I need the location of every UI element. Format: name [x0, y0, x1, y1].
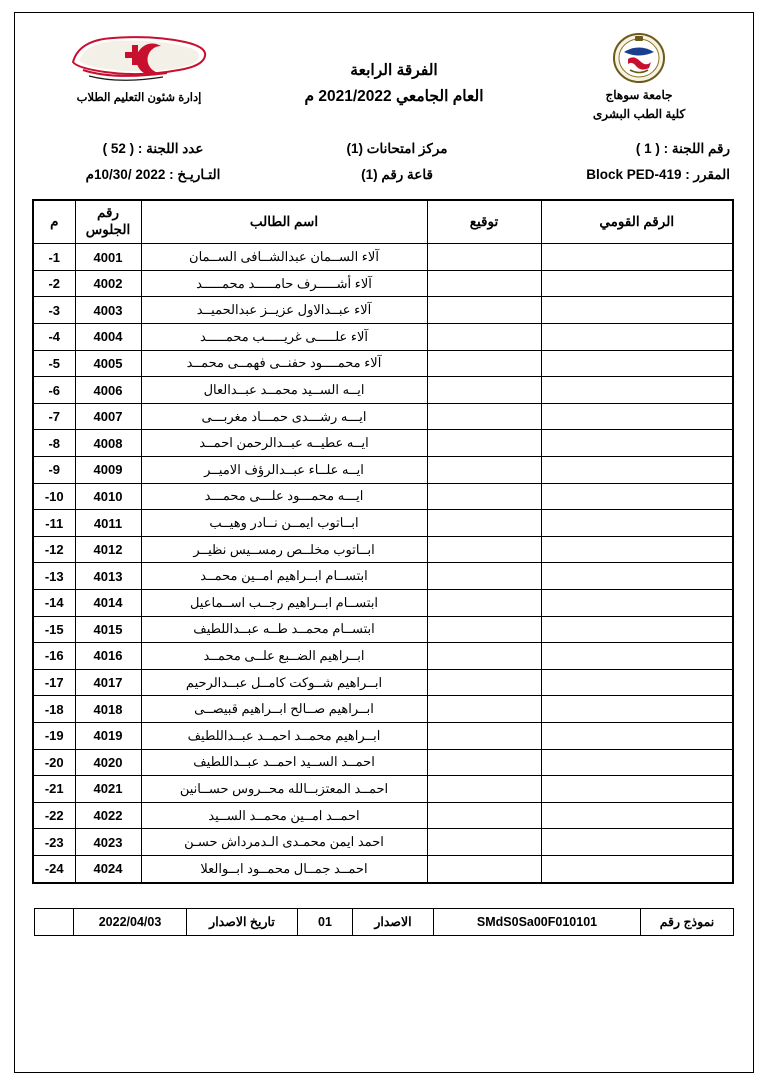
cell-signature[interactable]	[427, 722, 541, 749]
form-number-label: نموذج رقم	[641, 908, 734, 935]
table-row	[33, 510, 733, 537]
university-identity	[544, 32, 734, 123]
cell-national-id[interactable]	[541, 536, 733, 563]
footer-blank-cell	[35, 908, 74, 935]
exam-date-label: التـاريـخ :	[169, 166, 221, 182]
cell-student-name: احمــد المعتزبــالله محــروس حســانين	[141, 776, 427, 803]
form-footer	[34, 908, 734, 936]
cell-serial: -20	[33, 749, 75, 776]
cell-national-id[interactable]	[541, 244, 733, 271]
cell-seat-number: 4016	[75, 643, 141, 670]
cell-serial: -16	[33, 643, 75, 670]
cell-seat-number: 4017	[75, 669, 141, 696]
cell-signature[interactable]	[427, 377, 541, 404]
column-header-signature: توقيع	[427, 200, 541, 244]
cell-national-id[interactable]	[541, 457, 733, 484]
table-row	[33, 244, 733, 271]
cell-seat-number: 4018	[75, 696, 141, 723]
cell-signature[interactable]	[427, 324, 541, 351]
cell-national-id[interactable]	[541, 483, 733, 510]
cell-student-name: احمــد امــين محمــد الســيد	[141, 802, 427, 829]
column-header-serial: م	[33, 200, 75, 244]
cell-signature[interactable]	[427, 669, 541, 696]
cell-student-name: احمــد الســيد احمــد عبــداللطيف	[141, 749, 427, 776]
cell-serial: -22	[33, 802, 75, 829]
cell-student-name: ابتســام ابــراهيم رجــب اســماعيل	[141, 590, 427, 617]
cell-student-name: آلاء علـــــى غريـــــب محمـــــد	[141, 324, 427, 351]
cell-national-id[interactable]	[541, 377, 733, 404]
table-row	[33, 457, 733, 484]
table-row	[33, 270, 733, 297]
table-row	[33, 297, 733, 324]
cell-signature[interactable]	[427, 855, 541, 882]
cell-student-name: ابــاتوب ايمــن نــادر وهيــب	[141, 510, 427, 537]
issue-date-value: 2022/04/03	[74, 908, 187, 935]
table-header-row	[33, 200, 733, 244]
cell-seat-number: 4015	[75, 616, 141, 643]
cell-seat-number: 4023	[75, 829, 141, 856]
students-table	[32, 199, 734, 883]
cell-national-id[interactable]	[541, 590, 733, 617]
cell-national-id[interactable]	[541, 722, 733, 749]
table-row	[33, 350, 733, 377]
issue-label: الاصدار	[353, 908, 434, 935]
cell-student-name: آلاء الســمان عبدالشــافى الســمان	[141, 244, 427, 271]
table-row	[33, 616, 733, 643]
cell-national-id[interactable]	[541, 696, 733, 723]
cell-serial: -21	[33, 776, 75, 803]
cell-seat-number: 4011	[75, 510, 141, 537]
exam-info-row-2	[34, 162, 734, 188]
document-header	[34, 18, 734, 128]
cell-signature[interactable]	[427, 270, 541, 297]
table-row	[33, 696, 733, 723]
cell-serial: -14	[33, 590, 75, 617]
cell-signature[interactable]	[427, 350, 541, 377]
cell-seat-number: 4001	[75, 244, 141, 271]
document-title	[244, 32, 544, 111]
table-row	[33, 430, 733, 457]
cell-seat-number: 4022	[75, 802, 141, 829]
committee-number-value: ( 1 )	[635, 141, 660, 156]
cell-national-id[interactable]	[541, 510, 733, 537]
cell-national-id[interactable]	[541, 802, 733, 829]
cell-signature[interactable]	[427, 297, 541, 324]
cell-signature[interactable]	[427, 616, 541, 643]
university-name: جامعة سوهاج	[605, 88, 673, 102]
cell-seat-number: 4020	[75, 749, 141, 776]
cell-student-name: ايــه علــاء عبــدالرؤف الاميــر	[141, 457, 427, 484]
cell-seat-number: 4013	[75, 563, 141, 590]
cell-signature[interactable]	[427, 802, 541, 829]
cell-seat-number: 4002	[75, 270, 141, 297]
cell-seat-number: 4008	[75, 430, 141, 457]
table-row	[33, 829, 733, 856]
course-value: Block PED-419	[586, 166, 682, 182]
exam-date-value: 2022 /10/30م	[85, 166, 166, 182]
cell-signature[interactable]	[427, 457, 541, 484]
table-row	[33, 563, 733, 590]
issue-date-label: تاريخ الاصدار	[187, 908, 298, 935]
cell-serial: -15	[33, 616, 75, 643]
cell-signature[interactable]	[427, 829, 541, 856]
committee-number	[522, 136, 734, 162]
form-footer-row	[35, 908, 734, 935]
page-title: الفرقة الرابعة	[350, 62, 438, 79]
committee-count-value: ( 52 )	[102, 141, 135, 156]
cell-serial: -7	[33, 403, 75, 430]
exam-info	[34, 136, 734, 187]
cell-serial: -11	[33, 510, 75, 537]
cell-student-name: آلاء عبــدالاول عزيــز عبدالحميــد	[141, 297, 427, 324]
column-header-seat: رقم الجلوس	[75, 200, 141, 244]
cell-serial: -17	[33, 669, 75, 696]
committee-count	[34, 136, 272, 162]
cell-serial: -1	[33, 244, 75, 271]
cell-signature[interactable]	[427, 483, 541, 510]
table-row	[33, 324, 733, 351]
cell-serial: -3	[33, 297, 75, 324]
hall-number: قاعة رقم (1)	[361, 166, 433, 182]
cell-national-id[interactable]	[541, 669, 733, 696]
table-row	[33, 590, 733, 617]
exam-info-row-1	[34, 136, 734, 162]
table-row	[33, 643, 733, 670]
cell-national-id[interactable]	[541, 749, 733, 776]
cell-serial: -13	[33, 563, 75, 590]
cell-student-name: ابــراهيم شــوكت كامــل عبــدالرحيم	[141, 669, 427, 696]
table-row	[33, 855, 733, 882]
cell-signature[interactable]	[427, 563, 541, 590]
cell-national-id[interactable]	[541, 616, 733, 643]
cell-signature[interactable]	[427, 536, 541, 563]
logo-crescent-red-icon	[65, 32, 213, 86]
exam-center: مركز امتحانات (1)	[346, 141, 448, 156]
cell-signature[interactable]	[427, 590, 541, 617]
cell-signature[interactable]	[427, 430, 541, 457]
table-row	[33, 669, 733, 696]
issue-value: 01	[298, 908, 353, 935]
cell-national-id[interactable]	[541, 855, 733, 882]
table-row	[33, 776, 733, 803]
department-name: إدارة شئون التعليم الطلاب	[76, 92, 202, 104]
cell-seat-number: 4019	[75, 722, 141, 749]
cell-seat-number: 4012	[75, 536, 141, 563]
academic-year: العام الجامعي 2021/2022 م	[304, 88, 484, 106]
cell-national-id[interactable]	[541, 563, 733, 590]
table-row	[33, 483, 733, 510]
cell-student-name: ابــاتوب مخلــص رمســيس نظيــر	[141, 536, 427, 563]
cell-serial: -19	[33, 722, 75, 749]
cell-serial: -2	[33, 270, 75, 297]
cell-national-id[interactable]	[541, 350, 733, 377]
cell-student-name: احمــد جمــال محمــود ابــوالعلا	[141, 855, 427, 882]
cell-signature[interactable]	[427, 643, 541, 670]
cell-serial: -18	[33, 696, 75, 723]
cell-national-id[interactable]	[541, 324, 733, 351]
table-row	[33, 749, 733, 776]
table-row	[33, 722, 733, 749]
cell-student-name: آلاء محمــــود حفنــى فهمــى محمــد	[141, 350, 427, 377]
cell-student-name: ايــه عطيــه عبــدالرحمن احمــد	[141, 430, 427, 457]
cell-seat-number: 4006	[75, 377, 141, 404]
cell-seat-number: 4014	[75, 590, 141, 617]
table-row	[33, 536, 733, 563]
cell-national-id[interactable]	[541, 643, 733, 670]
column-header-name: اسم الطالب	[141, 200, 427, 244]
cell-student-name: ايـــه رشـــدى حمـــاد مغربـــى	[141, 403, 427, 430]
cell-national-id[interactable]	[541, 829, 733, 856]
cell-signature[interactable]	[427, 749, 541, 776]
cell-signature[interactable]	[427, 244, 541, 271]
cell-serial: -5	[33, 350, 75, 377]
cell-serial: -23	[33, 829, 75, 856]
committee-count-label: عدد اللجنة :	[137, 141, 204, 156]
cell-student-name: آلاء أشـــــرف حامـــــد محمـــــد	[141, 270, 427, 297]
cell-seat-number: 4004	[75, 324, 141, 351]
cell-national-id[interactable]	[541, 403, 733, 430]
cell-student-name: ابــراهيم صــالح ابــراهيم قبيصــى	[141, 696, 427, 723]
cell-signature[interactable]	[427, 510, 541, 537]
cell-national-id[interactable]	[541, 430, 733, 457]
cell-student-name: احمد ايمن محمـدى الـدمرداش حسـن	[141, 829, 427, 856]
cell-seat-number: 4021	[75, 776, 141, 803]
cell-seat-number: 4010	[75, 483, 141, 510]
table-body	[33, 244, 733, 883]
cell-seat-number: 4005	[75, 350, 141, 377]
faculty-name: كلية الطب البشرى	[592, 106, 686, 121]
cell-student-name: ايـــه محمـــود علـــى محمـــد	[141, 483, 427, 510]
cell-student-name: ايــه الســيد محمــد عبــدالعال	[141, 377, 427, 404]
form-code-value: SMdS0Sa00F010101	[434, 908, 641, 935]
cell-serial: -10	[33, 483, 75, 510]
cell-seat-number: 4007	[75, 403, 141, 430]
cell-student-name: ابــراهيم محمــد احمــد عبــداللطيف	[141, 722, 427, 749]
cell-student-name: ابــراهيم الضــبع علــى محمــد	[141, 643, 427, 670]
cell-serial: -4	[33, 324, 75, 351]
column-header-national-id: الرقم القومي	[541, 200, 733, 244]
cell-seat-number: 4009	[75, 457, 141, 484]
cell-serial: -12	[33, 536, 75, 563]
cell-national-id[interactable]	[541, 270, 733, 297]
cell-national-id[interactable]	[541, 297, 733, 324]
cell-signature[interactable]	[427, 403, 541, 430]
exam-date	[34, 162, 272, 188]
table-row	[33, 377, 733, 404]
course-label: المقرر :	[685, 166, 730, 182]
cell-serial: -24	[33, 855, 75, 882]
committee-number-label: رقم اللجنة :	[663, 141, 730, 156]
course	[522, 162, 734, 188]
cell-national-id[interactable]	[541, 776, 733, 803]
department-identity	[34, 32, 244, 107]
table-row	[33, 802, 733, 829]
cell-seat-number: 4024	[75, 855, 141, 882]
cell-serial: -9	[33, 457, 75, 484]
cell-signature[interactable]	[427, 776, 541, 803]
cell-student-name: ابتســام ابــراهيم امــين محمــد	[141, 563, 427, 590]
logo-university-sohag-icon	[608, 32, 670, 84]
cell-student-name: ابتســام محمــد طــه عبــداللطيف	[141, 616, 427, 643]
cell-serial: -6	[33, 377, 75, 404]
table-row	[33, 403, 733, 430]
cell-serial: -8	[33, 430, 75, 457]
cell-signature[interactable]	[427, 696, 541, 723]
cell-seat-number: 4003	[75, 297, 141, 324]
